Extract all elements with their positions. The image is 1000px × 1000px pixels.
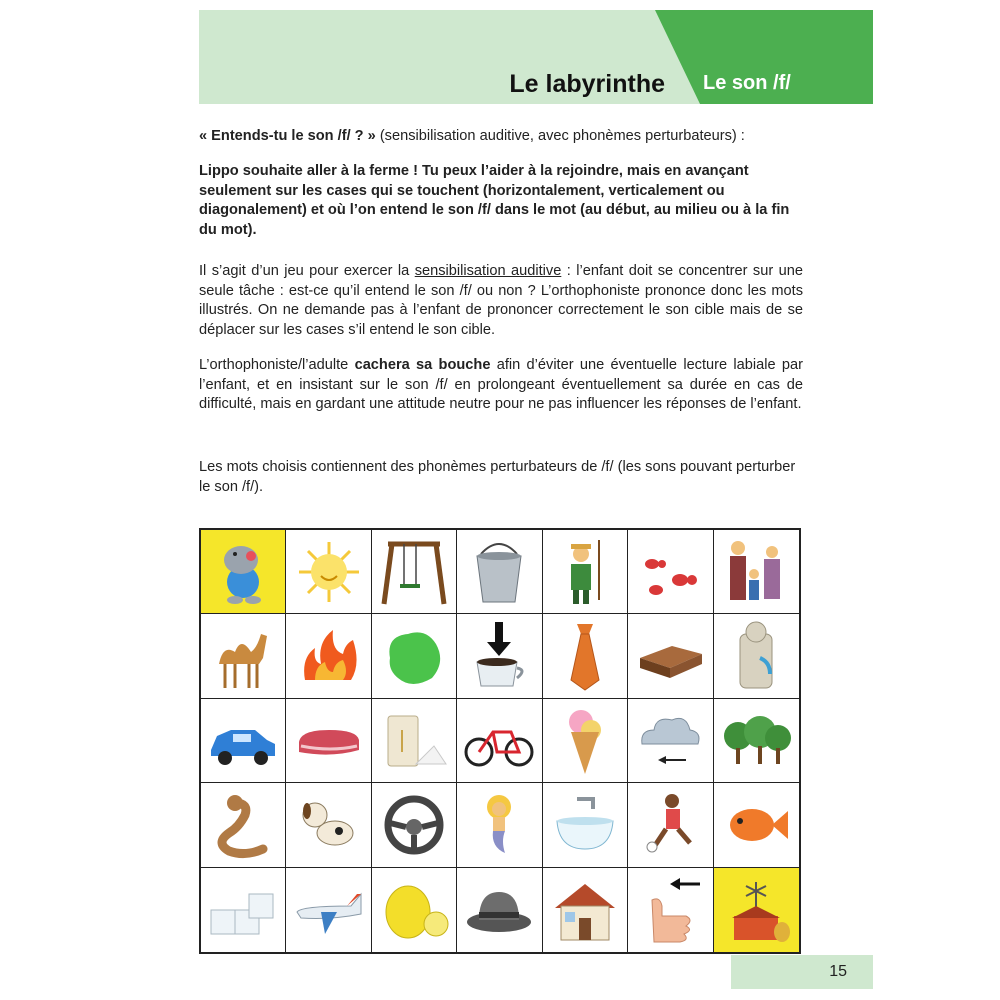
cell-green-blob[interactable]: [372, 614, 457, 698]
intro-rest: (sensibilisation auditive, avec phonèmes perturbateurs) :: [375, 128, 745, 144]
cell-thumb[interactable]: [628, 868, 713, 952]
cell-farm[interactable]: [714, 868, 799, 952]
flour-icon: [376, 702, 452, 778]
steak-icon: [291, 702, 367, 778]
green-blob-icon: [376, 618, 452, 694]
airplane-icon: [291, 872, 367, 948]
cell-sun[interactable]: [286, 530, 371, 614]
sink-icon: [547, 787, 623, 863]
cell-wind-cloud[interactable]: [628, 699, 713, 783]
cell-forest[interactable]: [714, 699, 799, 783]
cell-hat[interactable]: [457, 868, 542, 952]
cell-family[interactable]: [714, 530, 799, 614]
page-number: 15: [829, 963, 847, 980]
cell-fountain[interactable]: [714, 614, 799, 698]
camel-icon: [205, 618, 281, 694]
steering-wheel-icon: [376, 787, 452, 863]
house-icon: [547, 872, 623, 948]
para2-end: afin d’éviter une éventuelle lecture labiale par l’enfant, et en insistant sur le son /f/ en prolongeant éventuellement sa durée en cas de difficulté, mais en gardant une attitude neutre pour ne pas influencer les réponses de l’enfant.: [199, 357, 803, 412]
ants-icon: [632, 534, 708, 610]
dog-icon: [291, 787, 367, 863]
instruction-text: Lippo souhaite aller à la ferme ! Tu peux l’aider à la rejoindre, mais en avançant seulement sur les cases qui se touchent (horizontalement, verticalement ou diagonalement) et où l’on entend le son /f/ dans le mot (au début, au milieu ou à la fin du mot).: [199, 163, 790, 238]
tie-icon: [547, 618, 623, 694]
swing-icon: [376, 534, 452, 610]
page-subtitle: Le son /f/: [703, 72, 791, 94]
cell-house[interactable]: [543, 868, 628, 952]
thumb-icon: [632, 872, 708, 948]
sun-icon: [291, 534, 367, 610]
cell-fish[interactable]: [714, 783, 799, 867]
bucket-icon: [461, 534, 537, 610]
cell-steak[interactable]: [286, 699, 371, 783]
cell-snake[interactable]: [201, 783, 286, 867]
bicycle-icon: [461, 702, 537, 778]
para1-end: : l’enfant doit se concentrer sur une seule tâche : est-ce qu’il entend le son /f/ ou non ? L’orthophoniste prononce donc les mots illustrés. On ne demande pas à l’enfant de prononcer correctement le son cible mais de se déplacer sur les cases s’il entend le son cible.: [199, 263, 803, 338]
mermaid-icon: [461, 787, 537, 863]
cell-bucket[interactable]: [457, 530, 542, 614]
chocolate-icon: [632, 618, 708, 694]
page-title: Le labyrinthe: [509, 70, 665, 98]
intro-line: [199, 127, 803, 147]
fountain-icon: [718, 618, 794, 694]
fish-icon: [718, 787, 794, 863]
cell-car[interactable]: [201, 699, 286, 783]
para2-bold: cachera sa bouche: [354, 357, 491, 373]
runner-icon: [632, 787, 708, 863]
fire-icon: [291, 618, 367, 694]
cell-hippo[interactable]: [201, 530, 286, 614]
ice-cream-icon: [547, 702, 623, 778]
cell-camel[interactable]: [201, 614, 286, 698]
sugar-cubes-icon: [205, 872, 281, 948]
underlined-term: sensibilisation auditive: [414, 263, 562, 279]
cell-sink[interactable]: [543, 783, 628, 867]
wind-cloud-icon: [632, 702, 708, 778]
forest-icon: [718, 702, 794, 778]
cell-ants[interactable]: [628, 530, 713, 614]
cell-farmer[interactable]: [543, 530, 628, 614]
phonemes-paragraph: Les mots choisis contiennent des phonèmes perturbateurs de /f/ (les sons pouvant perturber le son /f/).: [199, 459, 796, 495]
cell-fire[interactable]: [286, 614, 371, 698]
cell-swing[interactable]: [372, 530, 457, 614]
coffee-cup-icon: [461, 618, 537, 694]
page-number-box: [731, 955, 873, 989]
snake-icon: [205, 787, 281, 863]
car-icon: [205, 702, 281, 778]
cell-chocolate[interactable]: [628, 614, 713, 698]
cell-lemon[interactable]: [372, 868, 457, 952]
intro-label: « Entends-tu le son /f/ ? »: [199, 128, 376, 144]
cell-dog[interactable]: [286, 783, 371, 867]
cell-airplane[interactable]: [286, 868, 371, 952]
adult-paragraph: [199, 356, 803, 415]
explanation-paragraph: [199, 262, 803, 340]
cell-sugar-cubes[interactable]: [201, 868, 286, 952]
cell-coffee-cup[interactable]: [457, 614, 542, 698]
cell-ice-cream[interactable]: [543, 699, 628, 783]
cell-tie[interactable]: [543, 614, 628, 698]
farm-icon: [718, 872, 794, 948]
para2-start: L’orthophoniste/l’adulte: [199, 357, 355, 373]
para1-start: Il s’agit d’un jeu pour exercer la: [199, 263, 415, 279]
cell-mermaid[interactable]: [457, 783, 542, 867]
family-icon: [718, 534, 794, 610]
lemon-icon: [376, 872, 452, 948]
hippo-icon: [205, 534, 281, 610]
hat-icon: [461, 872, 537, 948]
cell-flour[interactable]: [372, 699, 457, 783]
cell-steering-wheel[interactable]: [372, 783, 457, 867]
maze-grid: [199, 528, 801, 954]
cell-runner[interactable]: [628, 783, 713, 867]
farmer-icon: [547, 534, 623, 610]
cell-bicycle[interactable]: [457, 699, 542, 783]
header-banner: [199, 10, 873, 104]
